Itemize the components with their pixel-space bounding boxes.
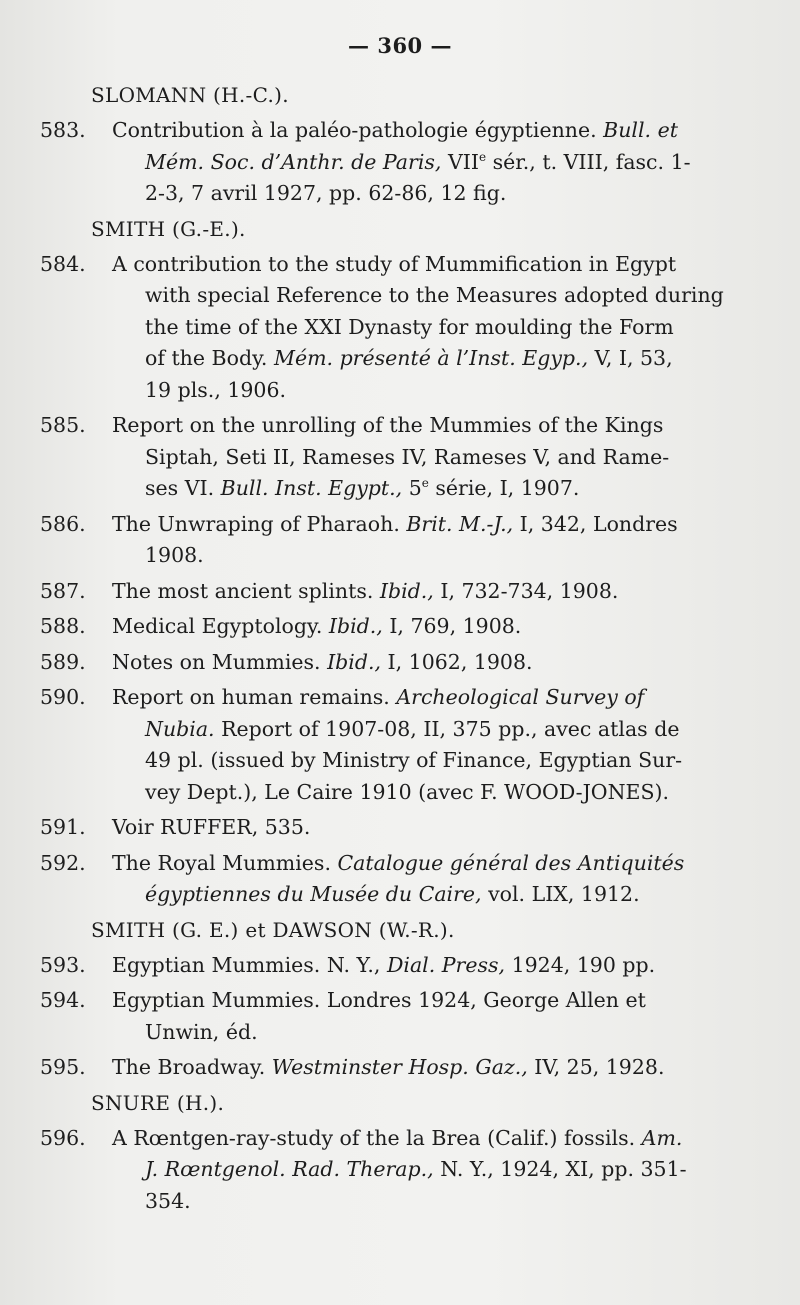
- entry-text: [112, 115, 752, 210]
- entry-first-line: A contribution to the study of Mummification in Egypt: [112, 251, 677, 276]
- entry-text: [112, 1052, 752, 1084]
- entry-first-line: Voir RUFFER, 535.: [112, 815, 311, 839]
- entry-continuation-line: égyptiennes du Musée du Caire, vol. LIX, 1912.: [145, 882, 640, 906]
- entry-continuation-line: J. Rœntgenol. Rad. Therap., N. Y., 1924, XI, pp. 351-: [145, 1157, 687, 1181]
- bibliography-entry: [0, 249, 800, 407]
- entry-continuation-line: with special Reference to the Measures adopted during: [145, 283, 724, 307]
- entry-continuation-line: 49 pl. (issued by Ministry of Finance, Egyptian Sur-: [145, 748, 683, 772]
- bibliography-entry: [0, 682, 800, 808]
- entry-text: [112, 848, 752, 911]
- entry-number: 592.: [40, 850, 86, 875]
- entry-continuation-line: 19 pls., 1906.: [145, 377, 287, 402]
- bibliography-entry: [0, 509, 800, 572]
- page-number: — 360 —: [348, 33, 452, 58]
- entry-continuation-line: Siptah, Seti II, Rameses IV, Rameses V, and Rame-: [145, 444, 670, 469]
- entry-continuation-line: the time of the XXI Dynasty for moulding the Form: [145, 314, 674, 339]
- author-heading: SMITH (G.-E.).: [91, 216, 246, 241]
- entry-text: [112, 1123, 752, 1218]
- entry-number: 586.: [40, 511, 86, 536]
- entry-continuation-line: 2-3, 7 avril 1927, pp. 62-86, 12 fig.: [145, 181, 507, 205]
- entry-first-line: Report on human remains. Archeological Survey of: [112, 685, 645, 709]
- bibliography-entry: [0, 1052, 800, 1084]
- entry-text: [112, 249, 752, 407]
- entry-first-line: The most ancient splints. Ibid., I, 732-734, 1908.: [112, 578, 619, 603]
- bibliography-entry: [0, 611, 800, 643]
- bibliography-entry: [0, 115, 800, 210]
- entry-first-line: Notes on Mummies. Ibid., I, 1062, 1908.: [112, 649, 533, 674]
- entry-text: [112, 985, 752, 1048]
- entry-number: 594.: [40, 988, 86, 1012]
- entry-continuation-line: vey Dept.), Le Caire 1910 (avec F. WOOD-JONES).: [145, 779, 670, 804]
- entry-number: 585.: [40, 413, 86, 437]
- bibliography-list: [0, 76, 800, 1221]
- entry-first-line: Medical Egyptology. Ibid., I, 769, 1908.: [112, 614, 522, 638]
- entry-number: 595.: [40, 1055, 86, 1079]
- bibliography-entry: [0, 950, 800, 982]
- author-heading: SLOMANN (H.-C.).: [91, 83, 289, 107]
- entry-first-line: Egyptian Mummies. Londres 1924, George Allen et: [112, 988, 646, 1012]
- bibliography-entry: [0, 410, 800, 505]
- entry-number: 593.: [40, 952, 86, 977]
- entry-text: [112, 682, 752, 808]
- entry-continuation-line: of the Body. Mém. présenté à l’Inst. Egyp., V, I, 53,: [145, 346, 673, 370]
- entry-number: 588.: [40, 614, 86, 638]
- author-heading: SMITH (G. E.) et DAWSON (W.-R.).: [91, 917, 455, 942]
- entry-number: 589.: [40, 649, 86, 674]
- entry-text: [112, 576, 752, 608]
- entry-continuation-line: Nubia. Report of 1907-08, II, 375 pp., avec atlas de: [145, 716, 680, 741]
- entry-continuation-line: ses VI. Bull. Inst. Egypt., 5e série, I, 1907.: [145, 476, 580, 500]
- entry-first-line: Contribution à la paléo-pathologie égyptienne. Bull. et: [112, 118, 678, 142]
- entry-text: [112, 812, 752, 844]
- entry-text: [112, 611, 752, 643]
- entry-number: 590.: [40, 685, 86, 709]
- bibliography-entry: [0, 647, 800, 679]
- entry-number: 596.: [40, 1125, 86, 1150]
- entry-number: 587.: [40, 578, 86, 603]
- entry-continuation-line: Mém. Soc. d’Anthr. de Paris, VIIe sér., t. VIII, fasc. 1-: [145, 149, 691, 174]
- entry-first-line: The Royal Mummies. Catalogue général des Antiquités: [112, 850, 685, 875]
- bibliography-entry: [0, 576, 800, 608]
- entry-continuation-line: 1908.: [145, 543, 204, 567]
- entry-first-line: A Rœntgen-ray-study of the la Brea (Calif.) fossils. Am.: [112, 1125, 683, 1150]
- entry-first-line: The Broadway. Westminster Hosp. Gaz., IV, 25, 1928.: [112, 1055, 665, 1079]
- entry-text: [112, 509, 752, 572]
- entry-text: [112, 647, 752, 679]
- entry-continuation-line: 354.: [145, 1188, 191, 1213]
- entry-number: 583.: [40, 118, 86, 142]
- entry-number: 584.: [40, 251, 86, 276]
- entry-first-line: The Unwraping of Pharaoh. Brit. M.-J., I, 342, Londres: [112, 511, 678, 536]
- bibliography-entry: [0, 985, 800, 1048]
- bibliography-entry: [0, 812, 800, 844]
- bibliography-entry: [0, 1123, 800, 1218]
- author-heading: SNURE (H.).: [91, 1090, 225, 1115]
- entry-text: [112, 950, 752, 982]
- entry-first-line: Egyptian Mummies. N. Y., Dial. Press, 1924, 190 pp.: [112, 952, 656, 977]
- entry-continuation-line: Unwin, éd.: [145, 1019, 258, 1044]
- bibliography-entry: [0, 848, 800, 911]
- entry-text: [112, 410, 752, 505]
- entry-first-line: Report on the unrolling of the Mummies of the Kings: [112, 413, 664, 437]
- entry-number: 591.: [40, 815, 86, 839]
